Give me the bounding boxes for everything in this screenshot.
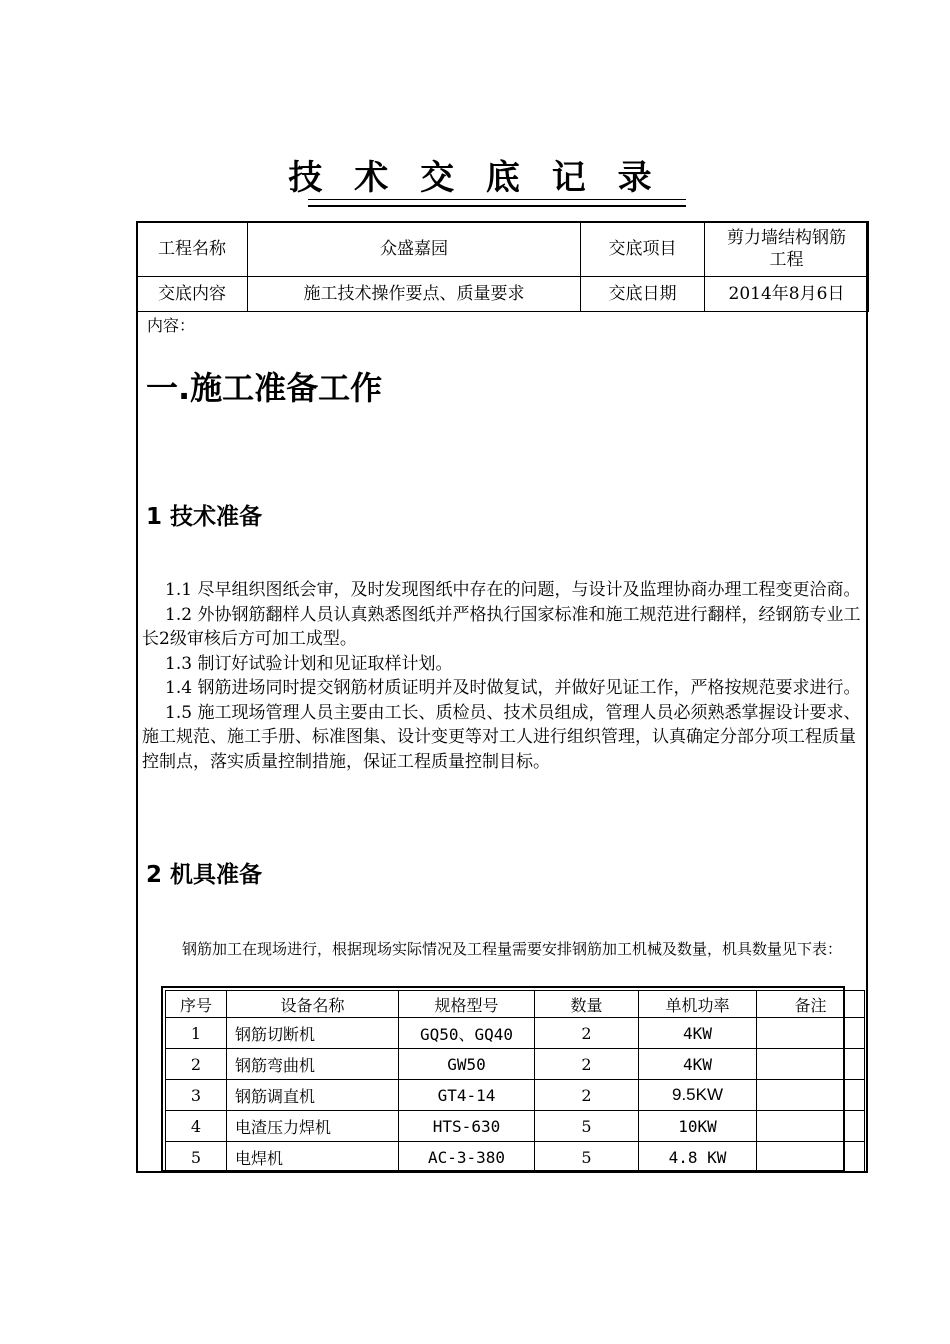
cell-remark: [757, 1111, 865, 1142]
document-title: 技 术 交 底 记 录: [288, 158, 662, 198]
cell-no: 4: [166, 1111, 227, 1142]
list-item: 1.4 钢筋进场同时提交钢筋材质证明并及时做复试，并做好见证工作，严格按规范要求进行。: [165, 678, 861, 698]
cell-no: 2: [166, 1049, 227, 1080]
title-underline-thick: [308, 205, 686, 207]
cell-qty: 2: [535, 1049, 639, 1080]
cell-model: GQ50、GQ40: [399, 1018, 535, 1049]
cell-power: 4.8 KW: [639, 1142, 757, 1173]
list-item: 1.1 尽早组织图纸会审，及时发现图纸中存在的问题，与设计及监理协商办理工程变更洽商。: [165, 580, 861, 600]
content-heading: 内容：: [147, 316, 196, 335]
col-header-qty: 数量: [535, 991, 639, 1018]
project-name-value: 众盛嘉园: [248, 222, 581, 277]
tech-prep-list: [142, 578, 862, 774]
item-value-line1: 剪力墙结构钢筋: [727, 228, 846, 248]
cell-no: 1: [166, 1018, 227, 1049]
cell-qty: 5: [535, 1142, 639, 1173]
item-value-line2: 工程: [769, 250, 804, 270]
cell-qty: 5: [535, 1111, 639, 1142]
header-table: [136, 221, 869, 312]
subsection-title-tech: 1 技术准备: [146, 504, 263, 530]
cell-power: 9.5KW: [639, 1080, 757, 1111]
header-row-content: [137, 277, 869, 312]
cell-model: GT4-14: [399, 1080, 535, 1111]
cell-power: 10KW: [639, 1111, 757, 1142]
cell-qty: 2: [535, 1080, 639, 1111]
title-underline-thin: [308, 199, 686, 200]
col-header-power: 单机功率: [639, 991, 757, 1018]
project-name-label: 工程名称: [137, 222, 248, 277]
date-label: 交底日期: [581, 277, 705, 312]
content-label: 交底内容: [137, 277, 248, 312]
cell-no: 5: [166, 1142, 227, 1173]
col-header-model: 规格型号: [399, 991, 535, 1018]
table-row: [166, 1018, 865, 1049]
cell-name: 钢筋调直机: [227, 1080, 399, 1111]
cell-remark: [757, 1049, 865, 1080]
item-label: 交底项目: [581, 222, 705, 277]
date-value: 2014年8月6日: [705, 277, 869, 312]
cell-power: 4KW: [639, 1018, 757, 1049]
cell-model: GW50: [399, 1049, 535, 1080]
list-item: 1.3 制订好试验计划和见证取样计划。: [165, 653, 453, 674]
cell-remark: [757, 1018, 865, 1049]
cell-power: 4KW: [639, 1049, 757, 1080]
cell-model: HTS-630: [399, 1111, 535, 1142]
machine-table: [165, 990, 865, 1173]
cell-no: 3: [166, 1080, 227, 1111]
table-row: [166, 1049, 865, 1080]
cell-name: 钢筋弯曲机: [227, 1049, 399, 1080]
cell-remark: [757, 1142, 865, 1173]
list-item: 1.2 外协钢筋翻样人员认真熟悉图纸并严格执行国家标准和施工规范进行翻样，经钢筋专业工长2级审核后方可加工成型。: [142, 604, 861, 649]
col-header-name: 设备名称: [227, 991, 399, 1018]
cell-name: 电渣压力焊机: [227, 1111, 399, 1142]
table-header-row: [166, 991, 865, 1018]
section-title: 一.施工准备工作: [146, 369, 383, 407]
table-row: [166, 1080, 865, 1111]
subsection-title-machines: 2 机具准备: [146, 862, 263, 888]
cell-qty: 2: [535, 1018, 639, 1049]
col-header-no: 序号: [166, 991, 227, 1018]
item-value: [705, 222, 869, 277]
col-header-remark: 备注: [757, 991, 865, 1018]
list-item: 1.5 施工现场管理人员主要由工长、质检员、技术员组成，管理人员必须熟悉掌握设计要求、施工规范、施工手册、标准图集、设计变更等对工人进行组织管理，认真确定分部分项工程质量控制点，落实质量控制措施，保证工程质量控制目标。: [142, 702, 861, 772]
machines-intro: [142, 937, 862, 961]
cell-remark: [757, 1080, 865, 1111]
cell-model: AC-3-380: [399, 1142, 535, 1173]
intro-text: 钢筋加工在现场进行，根据现场实际情况及工程量需要安排钢筋加工机械及数量，机具数量见下表：: [182, 940, 843, 958]
header-row-project: [137, 222, 869, 277]
content-value: 施工技术操作要点、质量要求: [248, 277, 581, 312]
table-row: [166, 1142, 865, 1173]
cell-name: 钢筋切断机: [227, 1018, 399, 1049]
cell-name: 电焊机: [227, 1142, 399, 1173]
table-row: [166, 1111, 865, 1142]
